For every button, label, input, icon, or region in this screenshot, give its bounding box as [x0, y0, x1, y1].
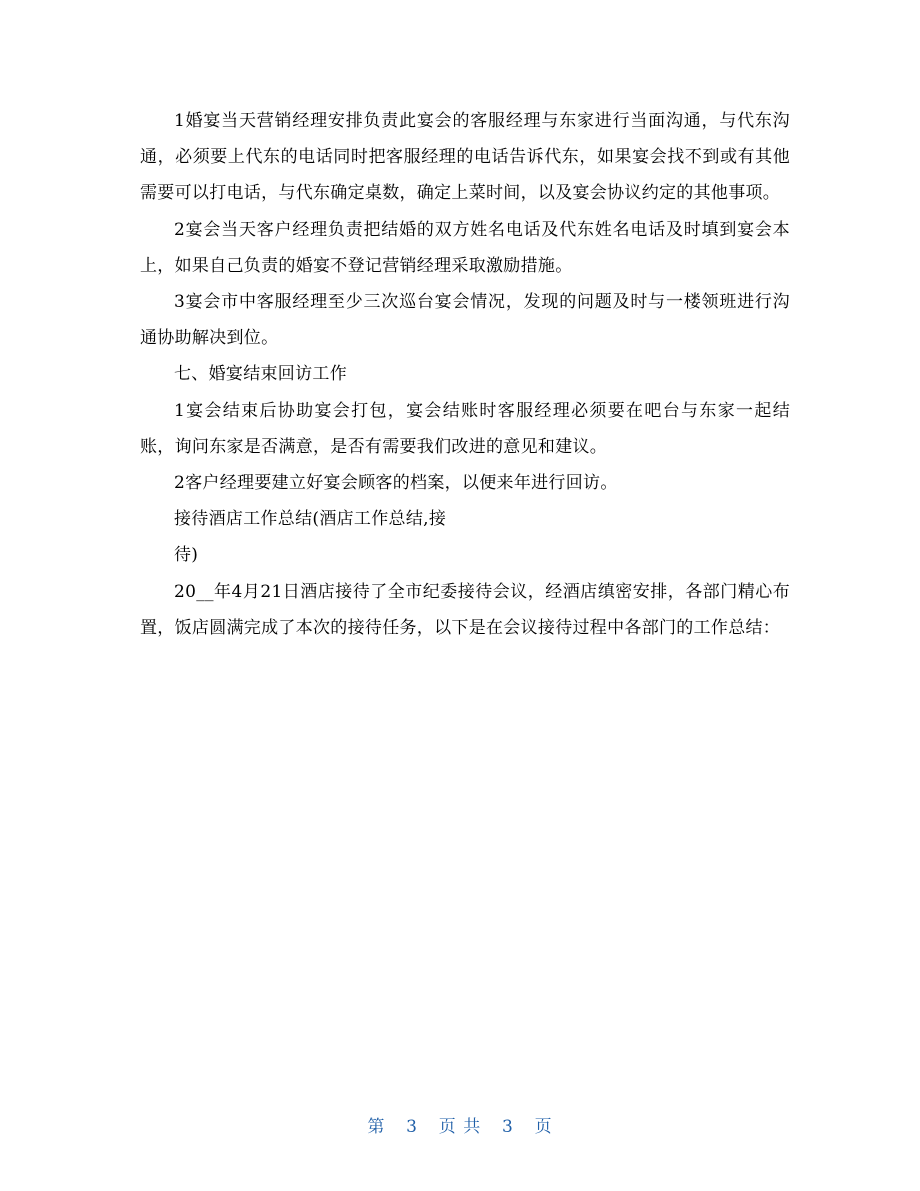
footer-suffix: 页 [534, 1117, 553, 1137]
paragraph-5: 2客户经理要建立好宴会顾客的档案，以便来年进行回访。 [174, 473, 618, 494]
footer-prefix: 第 [367, 1117, 386, 1137]
footer-current-page: 3 [406, 1117, 418, 1137]
paragraph-1: 1婚宴当天营销经理安排负责此宴会的客服经理与东家进行当面沟通，与代东沟通，必须要上代东的电话同时把客服经理的电话告诉代东，如果宴会找不到或有其他需要可以打电话，与代东确定桌数，确定上菜时间，以及宴会协议约定的其他事项。 [140, 111, 790, 204]
paragraph-2: 2宴会当天客户经理负责把结婚的双方姓名电话及代东姓名电话及时填到宴会本上，如果自己负责的婚宴不登记营销经理采取激励措施。 [140, 219, 790, 276]
page-footer [0, 1112, 920, 1137]
footer-total-pages: 3 [502, 1117, 514, 1137]
footer-middle: 页 共 [438, 1117, 482, 1137]
document-body [140, 103, 790, 646]
paragraph-4: 1宴会结束后协助宴会打包，宴会结账时客服经理必须要在吧台与东家一起结账，询问东家是否满意，是否有需要我们改进的意见和建议。 [140, 400, 790, 457]
title-line-1: 接待酒店工作总结(酒店工作总结,接 [174, 509, 447, 530]
paragraph-6: 20__年4月21日酒店接待了全市纪委接待会议，经酒店缜密安排，各部门精心布置，饭店圆满完成了本次的接待任务，以下是在会议接待过程中各部门的工作总结： [140, 581, 790, 638]
paragraph-3: 3宴会市中客服经理至少三次巡台宴会情况，发现的问题及时与一楼领班进行沟通协助解决到位。 [140, 292, 790, 349]
title-line-2: 待) [174, 545, 199, 566]
section-heading: 七、婚宴结束回访工作 [174, 364, 347, 385]
